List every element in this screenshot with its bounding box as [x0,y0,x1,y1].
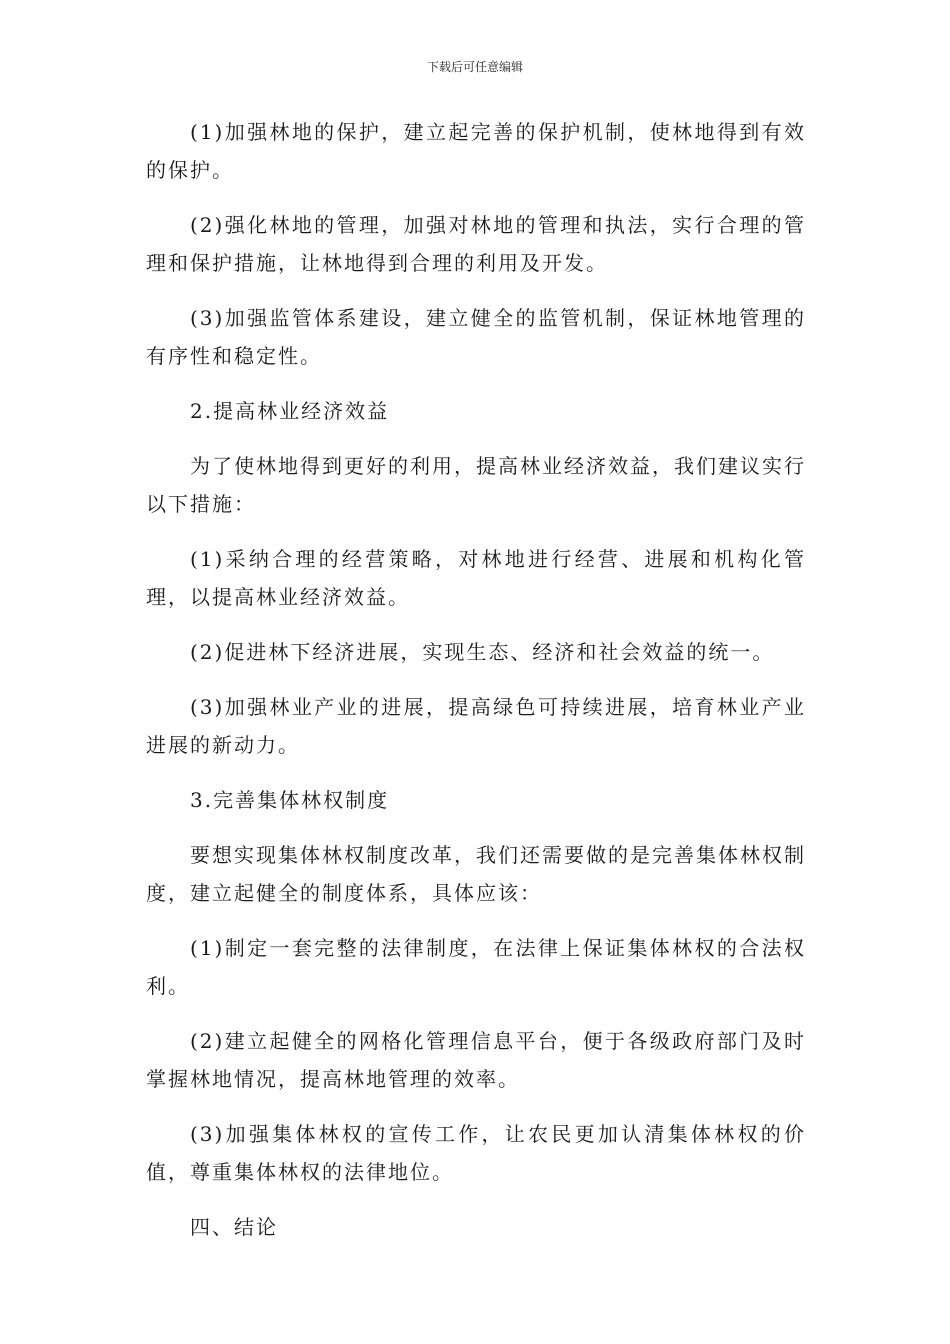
paragraph-measures-intro: 为了使林地得到更好的利用，提高林业经济效益，我们建议实行以下措施： [146,454,806,516]
paragraph-industry-development: (3)加强林业产业的进展，提高绿色可持续进展，培育林业产业进展的新动力。 [146,695,806,757]
document-body [146,113,806,1263]
paragraph-publicity: (3)加强集体林权的宣传工作，让农民更加认清集体林权的价值，尊重集体林权的法律地位。 [146,1122,806,1184]
section-heading-conclusion: 四、结论 [190,1215,278,1239]
paragraph-business-strategy: (1)采纳合理的经营策略，对林地进行经营、进展和机构化管理，以提高林业经济效益。 [146,547,806,609]
paragraph-forest-protection: (1)加强林地的保护，建立起完善的保护机制，使林地得到有效的保护。 [146,120,806,182]
section-heading-economic-benefit: 2.提高林业经济效益 [190,399,390,423]
header-note: 下载后可任意编辑 [426,60,523,74]
paragraph-legal-system: (1)制定一套完整的法律制度，在法律上保证集体林权的合法权利。 [146,936,806,998]
paragraph-understory-economy: (2)促进林下经济进展，实现生态、经济和社会效益的统一。 [190,640,775,664]
paragraph-supervision-system: (3)加强监管体系建设，建立健全的监管机制，保证林地管理的有序性和稳定性。 [146,306,806,368]
paragraph-reform-intro: 要想实现集体林权制度改革，我们还需要做的是完善集体林权制度，建立起健全的制度体系，具体应该： [146,843,806,905]
paragraph-forest-management: (2)强化林地的管理，加强对林地的管理和执法，实行合理的管理和保护措施，让林地得到合理的利用及开发。 [146,213,806,275]
section-heading-collective-forest-rights: 3.完善集体林权制度 [190,788,390,812]
paragraph-grid-platform: (2)建立起健全的网格化管理信息平台，便于各级政府部门及时掌握林地情况，提高林地管理的效率。 [146,1029,806,1091]
